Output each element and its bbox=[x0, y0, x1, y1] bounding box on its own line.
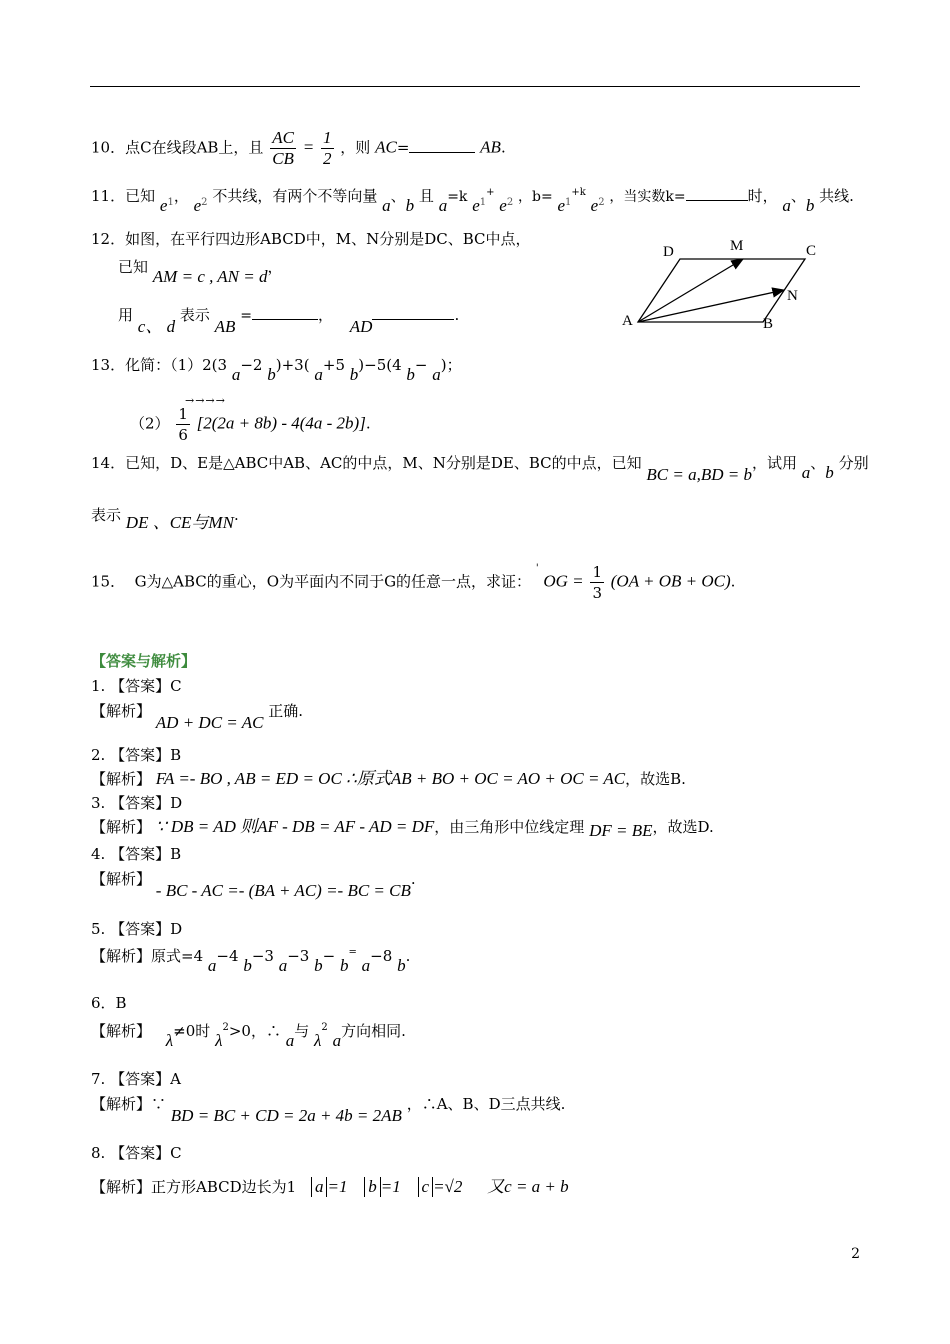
answer-blank bbox=[252, 305, 318, 320]
analysis-6: 【解析】 λ≠0时 $\lambda^2>0$，∴ a与 $\lambda^2$ a方向相同. bbox=[91, 1022, 406, 1050]
label-c: C bbox=[806, 243, 817, 259]
analysis-1: 【解析】 AD + DC = AC 正确. bbox=[91, 702, 303, 732]
answer-2: 2. 【答案】B bbox=[91, 746, 182, 764]
answer-blank bbox=[686, 186, 748, 201]
question-13: 13．化简：（1）2(3 a−2 b)+3( a+5 b)−5(4 b− a)； bbox=[91, 356, 462, 384]
answer-3: 3. 【答案】D bbox=[91, 794, 183, 812]
analysis-2: 【解析】 FA =- BO , AB = ED = OC ∴原式AB + BO + OC = AO + OC = AC，故选B. bbox=[91, 769, 686, 788]
answer-blank bbox=[409, 138, 475, 153]
question-11: 11．已知 $e_1$， $e_2$ 不共线，有两个不等向量 a、b 且 a=k $e_1^+$ $e_2$ ，$b= e_1^{+k}$ $e_2$ ，当实数k= 时， a、b 共线. bbox=[91, 187, 854, 215]
answer-blank bbox=[372, 305, 454, 320]
parallelogram-figure bbox=[618, 232, 828, 337]
answer-4: 4. 【答案】B bbox=[91, 845, 182, 863]
analysis-5: 【解析】原式=4 a−4 b−3 a−3 b− b= a−8 b. bbox=[91, 947, 411, 975]
label-a: A bbox=[622, 313, 633, 329]
answer-7: 7. 【答案】A bbox=[91, 1070, 181, 1088]
analysis-4: 【解析】 - BC - AC =- (BA + AC) =- BC = CB. bbox=[91, 870, 416, 900]
header-rule bbox=[90, 86, 860, 87]
question-12-task: 用 c、 d 表示 AB = ， AD. bbox=[118, 306, 460, 336]
question-12: 12．如图，在平行四边形ABCD中，M、N分别是DC、BC中点， bbox=[91, 230, 531, 248]
question-14-line2: 表示 DE 、CE与MN. bbox=[91, 506, 239, 532]
answer-5: 5. 【答案】D bbox=[91, 920, 183, 938]
label-n: N bbox=[787, 288, 798, 304]
answer-6: 6．B bbox=[91, 994, 127, 1012]
vector-arrows: →→→→ bbox=[185, 394, 226, 407]
label-m: M bbox=[730, 238, 744, 254]
answers-heading: 【答案与解析】 bbox=[91, 652, 197, 670]
question-15: 15． G为△ABC的重心，O为平面内不同于G的任意一点，求证： ' OG = $\frac{1}{3}$ (OA + OB + OC). bbox=[91, 562, 736, 602]
analysis-8: 【解析】正方形ABCD边长为1 a =1 b =1 c =√2 又c = a + b bbox=[91, 1177, 569, 1196]
analysis-7: 【解析】∵ BD = BC + CD = 2a + 4b = 2AB ，∴A、B、D三点共线. bbox=[91, 1095, 566, 1125]
page-number: 2 bbox=[851, 1246, 860, 1262]
answer-8: 8. 【答案】C bbox=[91, 1144, 182, 1162]
question-12-known: 已知 AM = c , AN = d， bbox=[118, 258, 283, 286]
label-d: D bbox=[663, 244, 674, 260]
analysis-3: 【解析】 ∵ DB = AD 则AF - DB = AF - AD = DF，由三角形中位线定理 DF = BE，故选D. bbox=[91, 817, 714, 840]
label-b: B bbox=[763, 316, 774, 332]
question-13-part2: （2） $\frac{1}{6}$ [2(2a + 8b) - 4(4a - 2b)]. bbox=[130, 405, 371, 444]
vector-am bbox=[638, 259, 743, 322]
answer-1: 1. 【答案】C bbox=[91, 677, 182, 695]
question-14: 14．已知，D、E是△ABC中AB、AC的中点，M、N分别是DE、BC的中点，已知 BC = a,BD = b，试用 a、b 分别 bbox=[91, 454, 869, 484]
question-10: 10．点C在线段AB上，且 $\frac{AC}{CB}$ = $\frac{1}{2}$ ，则 AC= AB. bbox=[91, 128, 506, 168]
